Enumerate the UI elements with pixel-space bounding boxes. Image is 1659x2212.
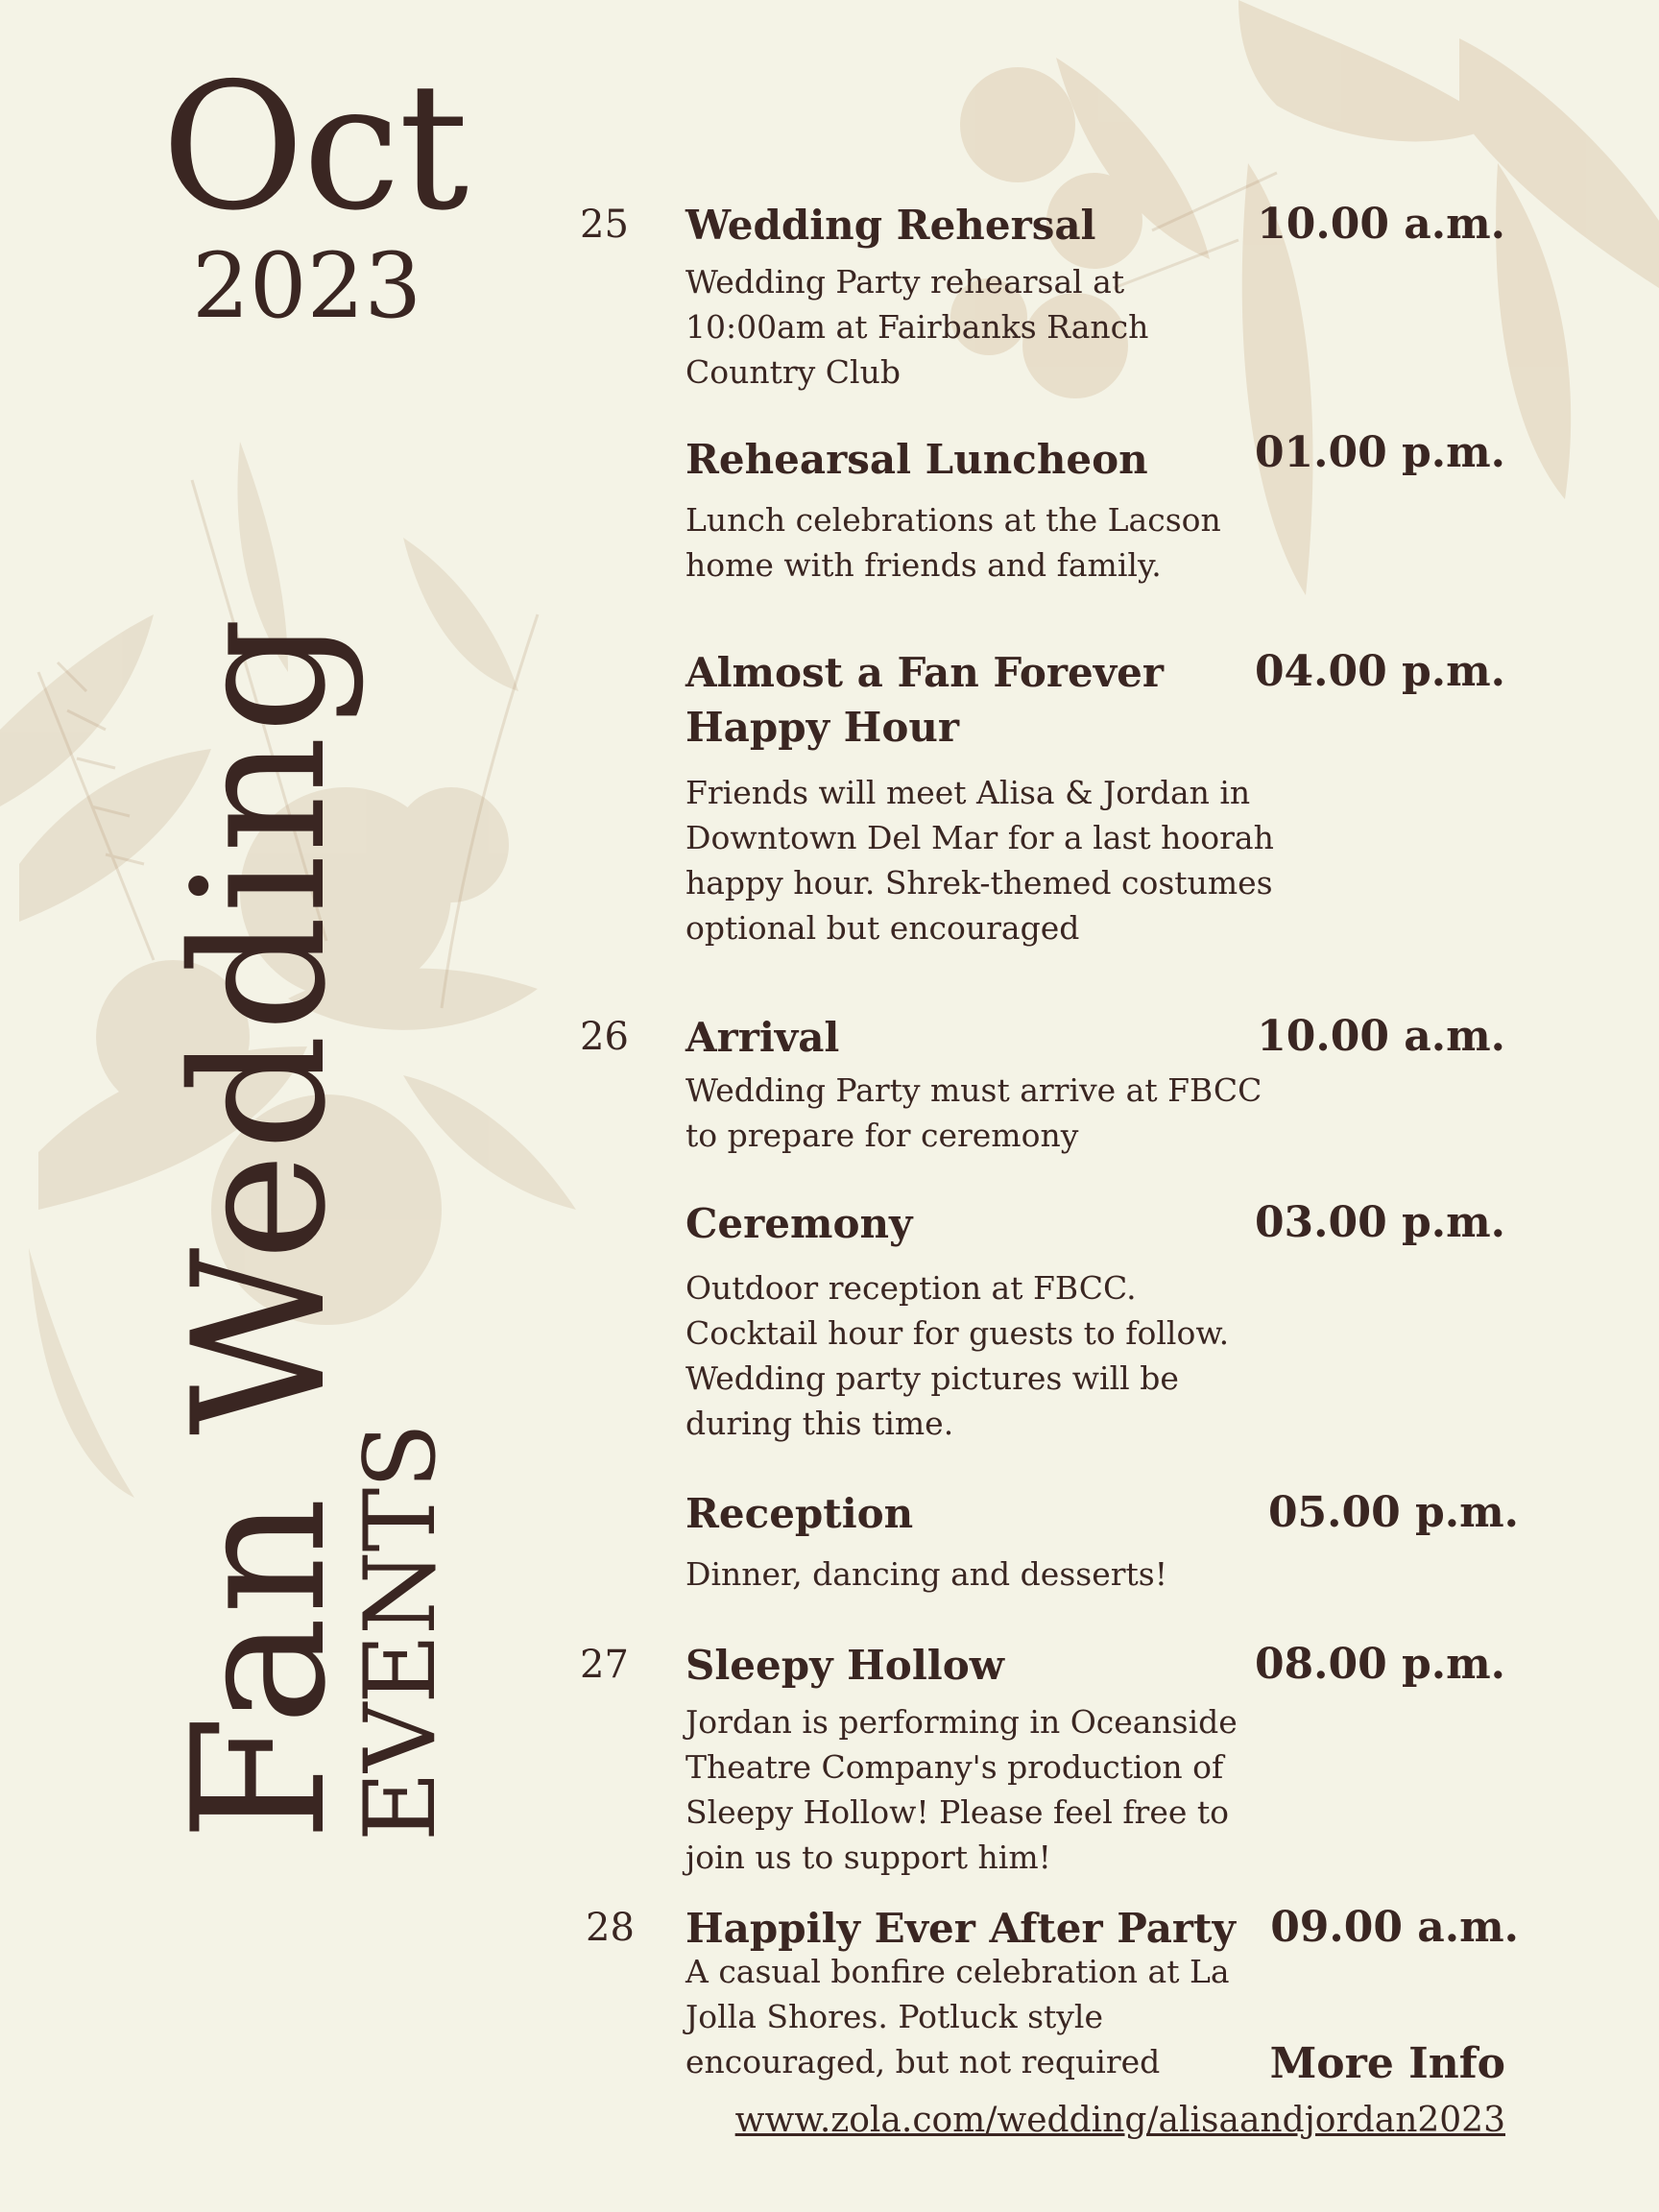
vertical-title-sub: EVENTS <box>344 1424 458 1841</box>
event-title: Arrival <box>685 1014 840 1061</box>
event-description: Dinner, dancing and desserts! <box>685 1555 1167 1593</box>
event-day: 26 <box>580 1015 629 1059</box>
event-day: 25 <box>580 203 629 247</box>
event-description: Friends will meet Alisa & Jordan in Downtown Del Mar for a last hoorah happy hour. Shrek-themed costumes optional but encouraged <box>685 774 1274 947</box>
year-heading: 2023 <box>192 234 422 339</box>
event-time: 05.00 p.m. <box>1267 1488 1519 1537</box>
event-time: 08.00 p.m. <box>1254 1640 1505 1689</box>
event-description: Outdoor reception at FBCC. Cocktail hour for guests to follow. Wedding party pictures will be during this time. <box>685 1269 1230 1442</box>
more-info-label: More Info <box>1269 2039 1505 2088</box>
event-title: Sleepy Hollow <box>685 1642 1004 1689</box>
event-description: Jordan is performing in Oceanside Theatre Company's production of Sleepy Hollow! Please feel free to join us to support him! <box>685 1703 1238 1876</box>
event-title: Happily Ever After Party <box>685 1905 1236 1952</box>
vertical-title-main: Fan Wedding <box>154 614 366 1841</box>
event-time: 01.00 p.m. <box>1254 428 1505 477</box>
event-title: Almost a Fan Forever Happy Hour <box>685 649 1165 751</box>
event-day: 28 <box>586 1906 635 1950</box>
event-description: Lunch celebrations at the Lacson home with friends and family. <box>685 501 1221 584</box>
wedding-website-link[interactable]: www.zola.com/wedding/alisaandjordan2023 <box>734 2101 1505 2140</box>
event-description: A casual bonfire celebration at La Jolla Shores. Potluck style encouraged, but not required <box>685 1953 1230 2080</box>
event-time: 04.00 p.m. <box>1254 647 1505 696</box>
event-time: 03.00 p.m. <box>1254 1198 1505 1247</box>
event-title: Reception <box>685 1490 914 1537</box>
event-title: Wedding Rehersal <box>685 202 1096 249</box>
month-heading: Oct <box>161 45 468 249</box>
vertical-title <box>154 614 458 1841</box>
event-description: Wedding Party rehearsal at 10:00am at Fairbanks Ranch Country Club <box>685 263 1149 391</box>
event-day: 27 <box>580 1643 629 1687</box>
event-description: Wedding Party must arrive at FBCC to prepare for ceremony <box>685 1071 1262 1154</box>
event-time: 09.00 a.m. <box>1270 1903 1519 1952</box>
event-time: 10.00 a.m. <box>1257 1012 1505 1061</box>
event-title: Rehearsal Luncheon <box>685 436 1148 483</box>
event-time: 10.00 a.m. <box>1257 200 1505 249</box>
event-title: Ceremony <box>685 1200 913 1247</box>
